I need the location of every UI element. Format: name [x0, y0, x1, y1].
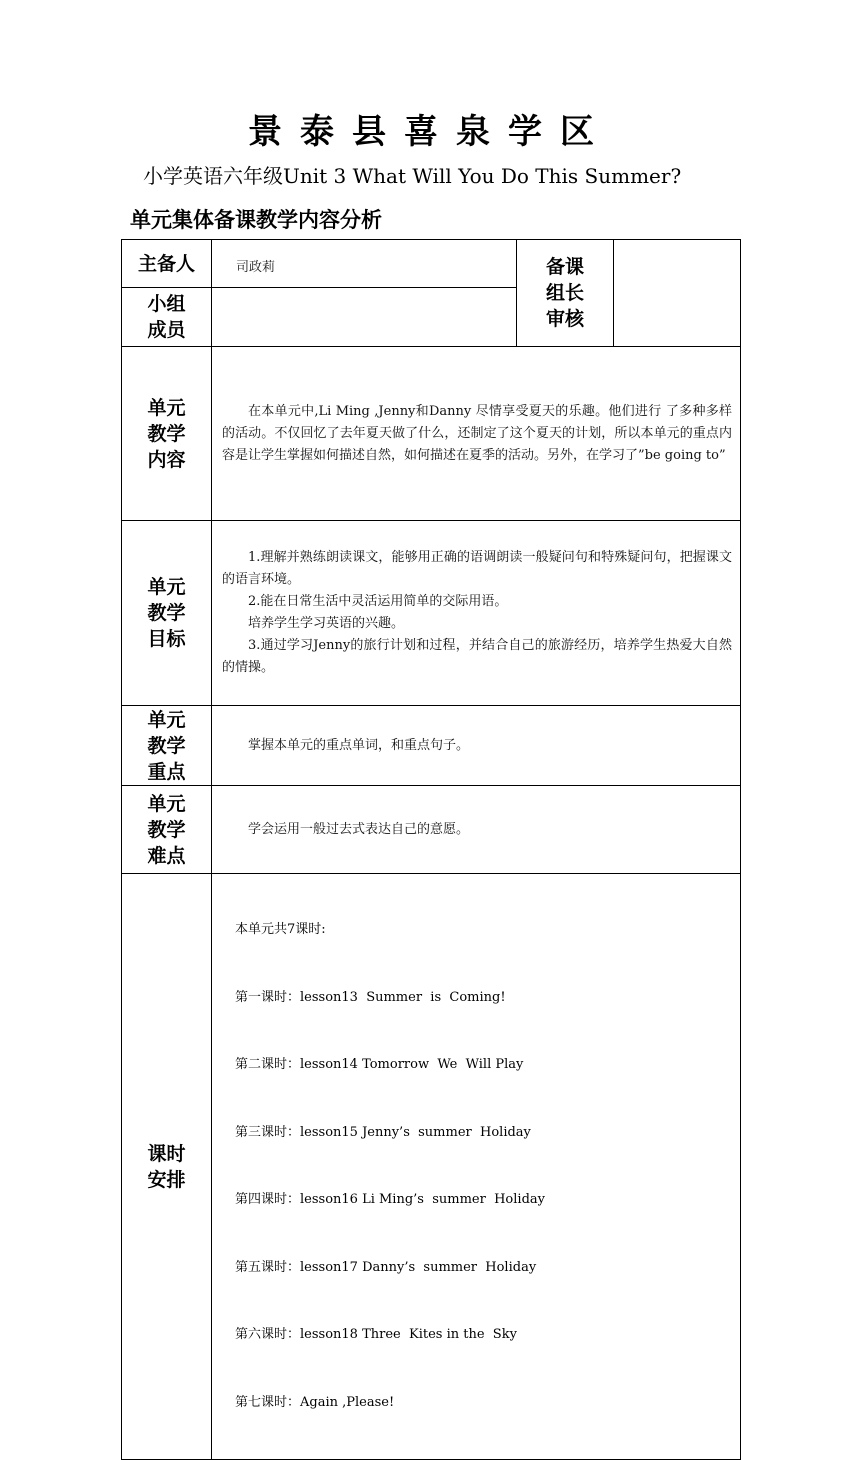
schedule-label — [122, 874, 212, 1460]
difficulties-row — [122, 786, 741, 874]
content-text-cell — [212, 347, 741, 521]
schedule-label-line1: 课时 — [147, 1142, 186, 1165]
schedule-intro: 本单元共7课时: — [235, 922, 326, 937]
difficulties-label-line3: 难点 — [147, 844, 186, 867]
reviewer-value — [614, 240, 741, 347]
difficulties-label — [122, 786, 212, 874]
members-label — [122, 288, 212, 347]
difficulties-text: 学会运用一般过去式表达自己的意愿。 — [248, 821, 470, 837]
lesson-plan-table — [121, 239, 741, 1460]
goal-item: 1.理解并熟练朗读课文，能够用正确的语调朗读一般疑问句和特殊疑问句，把握课文的语言环境。 — [222, 550, 732, 587]
schedule-lesson: 第三课时：lesson15 Jenny’s summer Holiday — [235, 1124, 531, 1140]
difficulties-text-cell — [212, 786, 741, 874]
goal-item: 培养学生学习英语的兴趣。 — [248, 616, 405, 631]
unit-subtitle: 小学英语六年级Unit 3 What Will You Do This Summer? — [143, 164, 682, 188]
difficulties-label-line2: 教学 — [147, 818, 186, 841]
schedule-lesson: 第六课时：lesson18 Three Kites in the Sky — [235, 1327, 517, 1342]
key-points-text: 掌握本单元的重点单词，和重点句子。 — [248, 737, 470, 753]
schedule-lesson: 第五课时：lesson17 Danny’s summer Holiday — [235, 1259, 537, 1275]
members-value — [212, 288, 517, 347]
content-label-line2: 教学 — [147, 422, 186, 445]
preparer-row — [122, 240, 741, 288]
key-points-label-line1: 单元 — [147, 708, 186, 731]
goals-text-cell — [212, 521, 741, 706]
difficulties-label-line1: 单元 — [147, 792, 186, 815]
reviewer-label-line3: 审核 — [545, 308, 584, 330]
section-heading: 单元集体备课教学内容分析 — [130, 208, 382, 232]
goal-item: 2.能在日常生活中灵活运用简单的交际用语。 — [248, 594, 508, 609]
content-text: 在本单元中,Li Ming ,Jenny和Danny 尽情享受夏天的乐趣。他们进行 了多种多样的活动。不仅回忆了去年夏天做了什么，还制定了这个夏天的计划，所以本单元的重点内容是让学生掌握如何描述自然，如何描述在夏季的活动。另外，在学习了”be going to” — [222, 403, 732, 463]
reviewer-label-line1: 备课 — [545, 256, 584, 278]
reviewer-label — [517, 240, 614, 347]
goals-label — [122, 521, 212, 706]
members-label-line2: 成员 — [147, 319, 186, 341]
content-row — [122, 347, 741, 521]
key-points-label-line3: 重点 — [147, 760, 186, 783]
schedule-label-line2: 安排 — [147, 1168, 186, 1191]
schedule-row — [122, 874, 741, 1460]
schedule-lesson: 第七课时：Again ,Please! — [235, 1394, 395, 1410]
key-points-row — [122, 706, 741, 786]
goals-label-line3: 目标 — [147, 628, 186, 650]
key-points-label — [122, 706, 212, 786]
key-points-label-line2: 教学 — [147, 734, 186, 757]
preparer-label: 主备人 — [122, 240, 212, 288]
schedule-lesson: 第四课时：lesson16 Li Ming’s summer Holiday — [235, 1192, 545, 1207]
content-label-line3: 内容 — [147, 448, 186, 471]
schedule-list — [212, 874, 741, 1460]
reviewer-label-line2: 组长 — [545, 282, 584, 304]
members-label-line1: 小组 — [147, 293, 186, 315]
goals-label-line1: 单元 — [147, 576, 186, 598]
content-label-line1: 单元 — [147, 396, 186, 419]
goals-label-line2: 教学 — [147, 602, 186, 624]
preparer-value: 司政莉 — [212, 240, 517, 288]
goals-row — [122, 521, 741, 706]
page-title: 景泰县喜泉学区 — [248, 112, 612, 152]
schedule-lesson: 第一课时：lesson13 Summer is Coming! — [235, 989, 506, 1005]
content-label — [122, 347, 212, 521]
key-points-text-cell — [212, 706, 741, 786]
schedule-lesson: 第二课时：lesson14 Tomorrow We Will Play — [235, 1057, 524, 1072]
goal-item: 3.通过学习Jenny的旅行计划和过程，并结合自己的旅游经历，培养学生热爱大自然的情操。 — [222, 638, 732, 675]
